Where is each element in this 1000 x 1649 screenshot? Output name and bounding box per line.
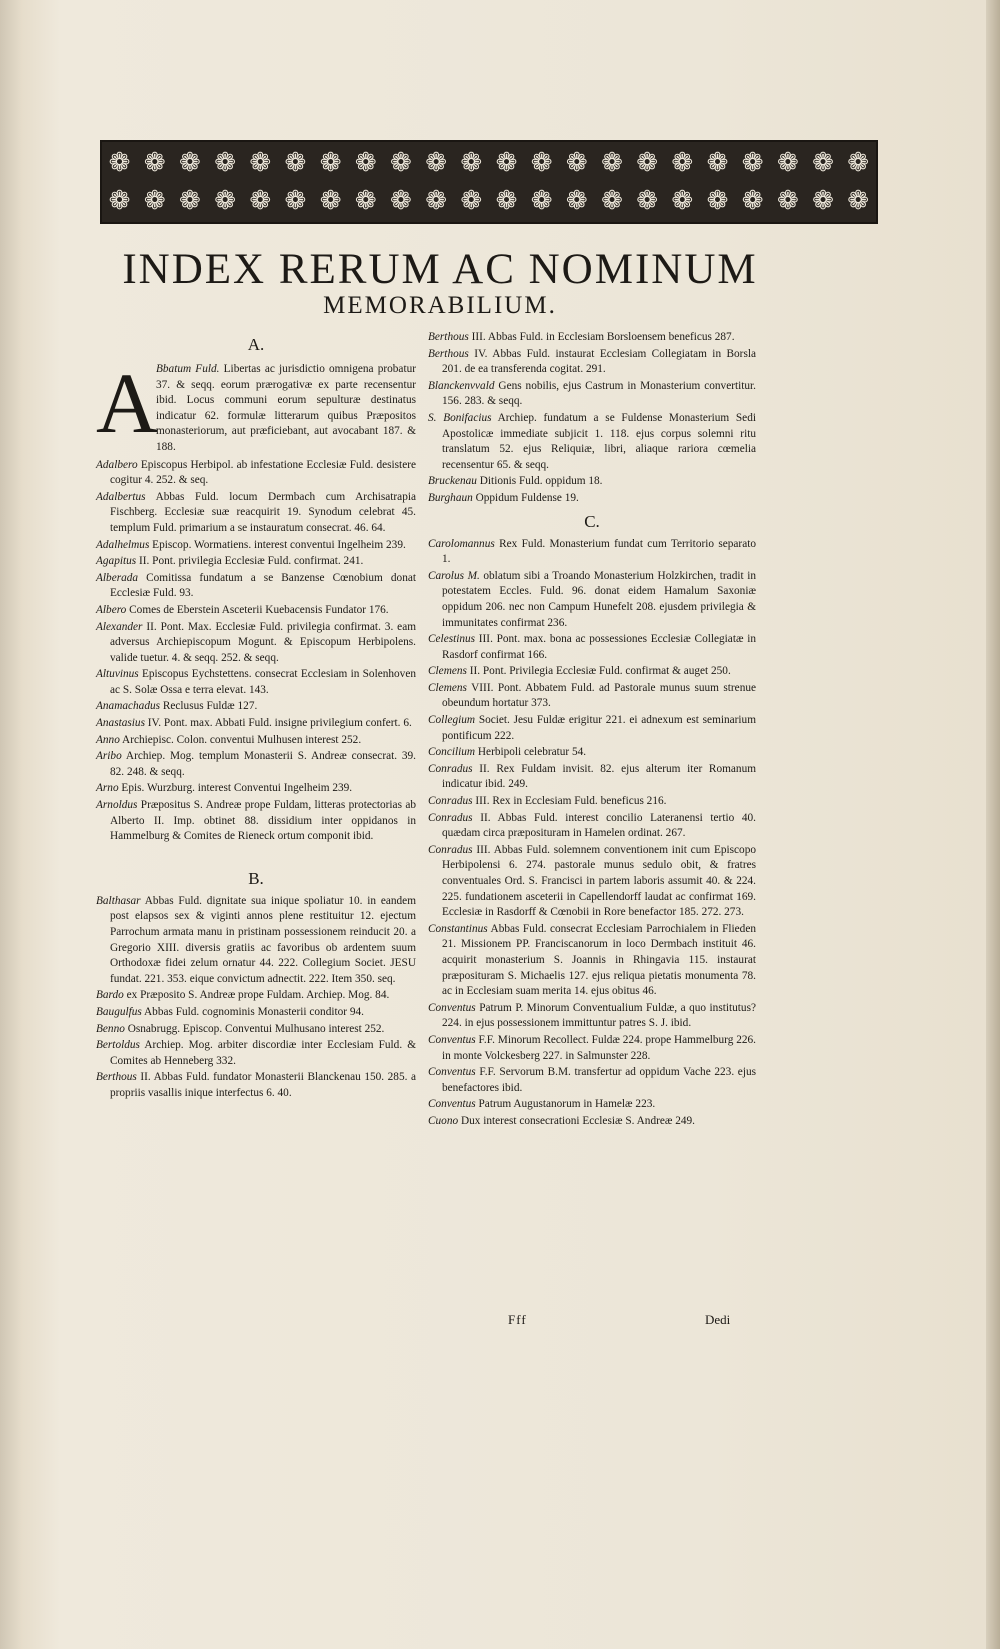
- entry-keyword: Arno: [96, 782, 119, 795]
- first-entry-text: [156, 362, 416, 456]
- entry-text: Herbipoli celebratur 54.: [475, 746, 587, 759]
- flower-ornament: ❁: [495, 186, 518, 215]
- entry-text: Abbas Fuld. consecrat Ecclesiam Parrochialem in Flieden 21. Missionem PP. Franciscanorum in loco Dermbach instituit 46. acquirit monasterium S. Joannis in Rhingavia 115. instaurat præposituram S. Michaelis 127. ejus reliqua pietatis monumenta 78. ac in Ecclesiam suam merita 14. ejus obitus 46.: [442, 922, 756, 998]
- entry-keyword: Conradus: [428, 795, 473, 808]
- flower-ornament: ❁: [214, 186, 236, 215]
- entry-text: Rex Fuld. Monasterium fundat cum Territorio separato 1.: [442, 537, 756, 566]
- index-entry: [428, 1001, 756, 1032]
- entry-text: Comes de Eberstein Asceterii Kuebacensis Fundator 176.: [126, 603, 389, 616]
- entry-keyword: Bardo: [96, 989, 124, 1002]
- index-entry: [428, 1065, 756, 1096]
- index-entry: [428, 411, 756, 473]
- index-entry: [428, 713, 756, 744]
- index-entry: [96, 490, 416, 537]
- flower-ornament: ❁: [179, 148, 201, 177]
- drop-cap: A: [96, 355, 159, 451]
- entry-text: Patrum Augustanorum in Hamelæ 223.: [475, 1098, 656, 1111]
- ornament-row-bottom: [102, 184, 876, 218]
- entry-keyword: Agapitus: [96, 555, 137, 568]
- entry-text: VIII. Pont. Abbatem Fuld. ad Pastorale munus suum strenue obeundum hortatur 373.: [442, 681, 756, 710]
- entry-keyword: S. Bonifacius: [428, 411, 492, 424]
- index-entry: [96, 798, 416, 845]
- flower-ornament: ❁: [249, 148, 272, 177]
- flower-ornament: ❁: [143, 148, 166, 177]
- entry-text: Ditionis Fuld. oppidum 18.: [476, 475, 603, 488]
- entry-keyword: Baugulfus: [96, 1005, 142, 1018]
- index-entry: [96, 1022, 416, 1038]
- entry-text: Archiep. fundatum a se Fuldense Monasterium Sedi Apostolicæ immediate subjicit 1. 118. ejus corpus solemni ritu translatum 52. ejus Reliquiæ, libri, aliaque rariora cœmelia recensentur 65. & seqq.: [442, 411, 756, 471]
- flower-ornament: ❁: [425, 186, 448, 215]
- entry-text: III. Abbas Fuld. solemnem conventionem init cum Episcopo Herbipolensi 6. 274. pastorale munus sedulo obit, & fratres conventuales Ord. S. Francisci in partem laboris assumit 40. & 224. 225. fundationem asceterii in Capellendorff laudat ac confirmat 169. Ecclesiæ in Rasdorff & Cœnobii in Rore benefactor 185. 272. 273.: [442, 843, 756, 919]
- entries-b: [96, 894, 416, 1102]
- entry-text: III. Rex in Ecclesiam Fuld. beneficus 216.: [472, 795, 667, 808]
- entry-keyword: Berthous: [428, 347, 469, 360]
- entry-keyword: Burghaun: [428, 491, 473, 504]
- entry-text: Reclusus Fuldæ 127.: [160, 700, 258, 713]
- entry-text: III. Pont. max. bona ac possessiones Ecclesiæ Collegiatæ in Rasdorf confirmat 166.: [442, 633, 756, 661]
- entries-c: [428, 537, 756, 1130]
- entry-keyword: Anamachadus: [96, 700, 161, 713]
- index-entry: [96, 988, 416, 1004]
- flower-ornament: ❁: [390, 186, 412, 215]
- index-entry: [428, 379, 756, 410]
- flower-ornament: ❁: [741, 148, 764, 177]
- entry-keyword: Conventus: [428, 1033, 476, 1046]
- first-entry: [96, 355, 416, 456]
- index-entry: [428, 811, 756, 842]
- entry-keyword: Anno: [96, 733, 120, 746]
- entries-a: [96, 458, 416, 845]
- index-entry: [96, 699, 416, 715]
- entry-keyword: Conventus: [428, 1098, 476, 1111]
- entry-text: Præpositus S. Andreæ prope Fuldam, litteras protectorias ab Alberto II. Imp. obtinet 88. dissidium inter oppidanos in Hammelburg & Comites de Rieneck ortum componit ibid.: [110, 799, 416, 843]
- entry-keyword: Clemens: [428, 665, 467, 678]
- entry-text: Archiep. Mog. templum Monasterii S. Andreæ consecrat. 39. 82. 248. & seqq.: [110, 750, 416, 778]
- flower-ornament: ❁: [741, 186, 764, 215]
- flower-ornament: ❁: [284, 186, 307, 215]
- index-entry: [428, 681, 756, 712]
- entry-text: III. Abbas Fuld. in Ecclesiam Borsloensem beneficus 287.: [468, 331, 735, 343]
- entry-text: Patrum P. Minorum Conventualium Fuldæ, a quo institutus? 224. in ejus possessionem immittuntur patres S. J. ibid.: [442, 1001, 756, 1030]
- entry-text: Libertas ac jurisdictio omnigena probatur 37. & seqq. eorum prærogativæ ex parte recensentur ibid. Locus communi eorum sepulturæ destinatus indicatur 62. formulæ litterarum quibus Præpositos monasteriorum, aut præficiebant, aut avocabant 187. & 188.: [156, 363, 416, 453]
- index-entry: [96, 894, 416, 988]
- entry-keyword: Collegium: [428, 714, 476, 727]
- flower-ornament: ❁: [108, 148, 131, 177]
- index-entry: [96, 458, 416, 489]
- flower-ornament: ❁: [847, 186, 870, 215]
- entry-keyword: Bertoldus: [96, 1039, 140, 1052]
- entry-text: II. Abbas Fuld. interest concilio Lateranensi tertio 40. quædam circa præposituram in Hamelen ordinat. 267.: [442, 811, 756, 840]
- index-entry: [96, 571, 416, 602]
- entry-text: F.F. Servorum B.M. transfertur ad oppidum Vache 223. ejus benefactores ibid.: [442, 1066, 756, 1094]
- entry-text: Archiep. Mog. arbiter discordiæ inter Ecclesiam Fuld. & Comites ab Henneberg 332.: [110, 1039, 416, 1067]
- flower-ornament: ❁: [319, 186, 342, 215]
- entry-text: Comitissa fundatum a se Banzense Cœnobium donat Ecclesiæ Fuld. 93.: [110, 571, 416, 600]
- index-entry: [96, 749, 416, 780]
- entry-text: Episcop. Wormatiens. interest conventui Ingelheim 239.: [149, 538, 406, 551]
- flower-ornament: ❁: [601, 148, 623, 177]
- index-entry: [96, 554, 416, 570]
- ornament-row-top: [102, 146, 876, 180]
- entry-text: Abbas Fuld. dignitate sua inique spoliatur 10. in eandem post elapsos sex & viginti annos plene restituitur 12. ejectum Parrochum armata manu in pristinam possessionem reinducit 20. a Gregorio XIII. diversis gratiis ac favoribus ob ardentem suum Orthodoxæ fidei zelum ornatur 44. 222. Collegium Societ. JESU fundat. 221. 353. eique convictum adnectit. 222. Item 350. seq.: [110, 894, 416, 985]
- signature-mark: Fff: [508, 1312, 527, 1327]
- entry-keyword: Constantinus: [428, 922, 488, 935]
- index-entry: [428, 330, 756, 346]
- index-entry: [428, 537, 756, 568]
- flower-ornament: ❁: [847, 148, 870, 177]
- entry-text: Gens nobilis, ejus Castrum in Monasterium convertitur. 156. 283. & seqq.: [442, 379, 756, 408]
- flower-ornament: ❁: [284, 148, 307, 177]
- entry-keyword: Balthasar: [96, 894, 141, 907]
- flower-ornament: ❁: [179, 186, 201, 215]
- entry-keyword: Albero: [96, 603, 127, 616]
- entry-keyword: Arnoldus: [96, 799, 138, 812]
- entry-text: II. Pont. Max. Ecclesiæ Fuld. privilegia confirmat. 3. eam adversus Archiepiscopum Mogunt. & Episcopum Herbipolens. valide tuetur. 4. & seqq. 252. & seqq.: [110, 620, 416, 664]
- index-entry: [96, 538, 416, 554]
- entry-keyword: Berthous: [428, 331, 469, 343]
- flower-ornament: ❁: [565, 186, 588, 215]
- entry-keyword: Adalhelmus: [96, 538, 150, 551]
- flower-ornament: ❁: [530, 148, 553, 177]
- entry-keyword: Carolus M.: [428, 569, 480, 582]
- flower-ornament: ❁: [354, 186, 377, 215]
- flower-ornament: ❁: [636, 186, 659, 215]
- index-entry: [96, 620, 416, 667]
- flower-ornament: ❁: [214, 148, 236, 177]
- entry-text: Societ. Jesu Fuldæ erigitur 221. ei adnexum est seminarium pontificum 222.: [442, 714, 756, 742]
- flower-ornament: ❁: [601, 186, 623, 215]
- index-entry: [96, 733, 416, 749]
- section-letter-b: B.: [248, 868, 264, 888]
- flower-ornament: ❁: [706, 186, 729, 215]
- flower-ornament: ❁: [495, 148, 518, 177]
- entry-keyword: Conradus: [428, 762, 473, 775]
- page-subtitle: MEMORABILIUM.: [323, 292, 557, 319]
- entry-text: II. Pont. privilegia Ecclesiæ Fuld. confirmat. 241.: [136, 555, 364, 568]
- index-entry: [428, 762, 756, 793]
- entry-keyword: Conventus: [428, 1066, 476, 1079]
- entry-keyword: Carolomannus: [428, 537, 495, 550]
- flower-ornament: ❁: [249, 186, 272, 215]
- flower-ornament: ❁: [776, 186, 799, 215]
- entry-text: Dux interest consecrationi Ecclesiæ S. Andreæ 249.: [458, 1114, 696, 1127]
- flower-ornament: ❁: [671, 186, 694, 215]
- entry-keyword: Aribo: [96, 750, 122, 763]
- entry-text: oblatum sibi a Troando Monasterium Holzkirchen, tradit in potestatem Eccles. Fuld. 96. donat eidem Hamalum Saxoniæ oppidum 206. nec non Campum Hunefelt 208. ejusdem privilegia & immunitates confirmat 236.: [442, 569, 756, 629]
- entry-keyword: Altuvinus: [96, 668, 139, 681]
- entry-text: Epis. Wurzburg. interest Conventui Ingelheim 239.: [118, 782, 353, 795]
- flower-ornament: ❁: [812, 186, 834, 215]
- index-entry: [428, 922, 756, 1000]
- flower-ornament: ❁: [460, 148, 483, 177]
- flower-ornament: ❁: [636, 148, 659, 177]
- index-entry: [428, 1033, 756, 1064]
- entry-text: IV. Abbas Fuld. instaurat Ecclesiam Collegiatam in Borsla 201. de ea transferenda cogitat. 291.: [442, 347, 756, 376]
- entry-keyword: Celestinus: [428, 633, 476, 646]
- index-entry: [428, 664, 756, 680]
- index-entry: [96, 1070, 416, 1101]
- right-column: [428, 330, 756, 1131]
- flower-ornament: ❁: [706, 148, 729, 177]
- index-entry: [428, 347, 756, 378]
- index-entry: [428, 569, 756, 631]
- entry-keyword: Clemens: [428, 681, 467, 694]
- entry-text: F.F. Minorum Recollect. Fuldæ 224. prope Hammelburg 226. in monte Volckesberg 227. in Salmunster 228.: [442, 1033, 756, 1062]
- flower-ornament: ❁: [143, 186, 166, 215]
- section-letter-c: C.: [584, 511, 600, 531]
- entry-keyword: Adalbero: [96, 458, 138, 471]
- entry-keyword: Cuono: [428, 1114, 459, 1127]
- entry-keyword: Conradus: [428, 843, 473, 856]
- index-entry: [428, 1114, 756, 1130]
- entry-keyword: Alberada: [96, 571, 139, 584]
- entry-text: IV. Pont. max. Abbati Fuld. insigne privilegium confert. 6.: [144, 717, 412, 730]
- left-column: [96, 330, 416, 1103]
- page-title: INDEX RERUM AC NOMINUM: [122, 246, 758, 293]
- floral-headpiece: [100, 140, 878, 224]
- flower-ornament: ❁: [671, 148, 694, 177]
- entry-text: II. Pont. Privilegia Ecclesiæ Fuld. confirmat & auget 250.: [466, 665, 731, 678]
- entries-b-continued: [428, 330, 756, 507]
- index-entry: [96, 781, 416, 797]
- index-entry: [96, 1038, 416, 1069]
- section-letter-a: A.: [247, 335, 265, 354]
- entry-keyword: Alexander: [96, 620, 143, 633]
- entry-keyword: Benno: [96, 1022, 125, 1035]
- flower-ornament: ❁: [354, 148, 377, 177]
- flower-ornament: ❁: [425, 148, 448, 177]
- flower-ornament: ❁: [390, 148, 412, 177]
- index-entry: [96, 1005, 416, 1021]
- entry-keyword: Bruckenau: [428, 475, 477, 488]
- entry-text: Oppidum Fuldense 19.: [472, 491, 579, 504]
- index-entry: [428, 843, 756, 921]
- index-entry: [428, 745, 756, 761]
- entry-keyword: Bbatum Fuld.: [156, 363, 220, 375]
- page-gutter: [986, 0, 1000, 1649]
- entry-keyword: Berthous: [96, 1071, 137, 1084]
- entry-keyword: Anastasius: [96, 717, 145, 730]
- entry-text: II. Abbas Fuld. fundator Monasterii Blanckenau 150. 285. a propriis vasallis inique interfectus 6. 40.: [110, 1071, 416, 1099]
- flower-ornament: ❁: [460, 186, 483, 215]
- entry-text: ex Præposito S. Andreæ prope Fuldam. Archiep. Mog. 84.: [123, 989, 390, 1002]
- flower-ornament: ❁: [776, 148, 799, 177]
- catchword: Dedi: [705, 1312, 731, 1327]
- index-entry: [96, 667, 416, 698]
- entry-keyword: Concilium: [428, 746, 476, 759]
- entry-text: Episcopus Herbipol. ab infestatione Ecclesiæ Fuld. desistere cogitur 4. 252. & seq.: [110, 458, 416, 487]
- entry-keyword: Conventus: [428, 1001, 476, 1014]
- entry-text: Osnabrugg. Episcop. Conventui Mulhusano interest 252.: [124, 1022, 385, 1035]
- entry-keyword: Conradus: [428, 811, 473, 824]
- index-entry: [428, 491, 756, 507]
- entry-keyword: Blanckenvvald: [428, 379, 495, 392]
- entry-text: II. Rex Fuldam invisit. 82. ejus alterum iter Romanum indicatur ibid. 249.: [442, 762, 756, 791]
- index-entry: [428, 794, 756, 810]
- index-entry: [428, 474, 756, 490]
- index-entry: [428, 1097, 756, 1113]
- flower-ornament: ❁: [565, 148, 588, 177]
- flower-ornament: ❁: [108, 186, 131, 215]
- flower-ornament: ❁: [319, 148, 342, 177]
- entry-text: Abbas Fuld. locum Dermbach cum Archisatrapia Fischberg. Ecclesiæ suæ reacquirit 19. Synodum celebrat 45. templum Fuld. primarium a se instauratum consecrat. 46. 64.: [110, 490, 416, 534]
- index-entry: [96, 603, 416, 619]
- index-entry: [96, 716, 416, 732]
- entry-text: Episcopus Eychstettens. consecrat Ecclesiam in Solenhoven ac S. Solæ Ossa e terra elevat. 143.: [110, 668, 416, 696]
- entry-keyword: Adalbertus: [96, 490, 146, 503]
- entry-text: Abbas Fuld. cognominis Monasterii conditor 94.: [141, 1005, 364, 1018]
- entry-text: Archiepisc. Colon. conventui Mulhusen interest 252.: [119, 733, 362, 746]
- flower-ornament: ❁: [812, 148, 834, 177]
- flower-ornament: ❁: [530, 186, 553, 215]
- index-entry: [428, 632, 756, 663]
